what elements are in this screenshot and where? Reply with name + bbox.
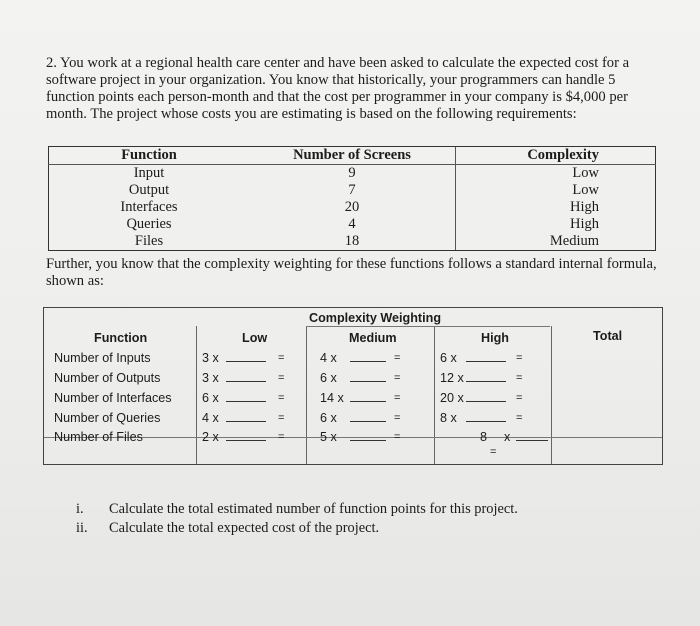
header-high: High (481, 331, 509, 345)
medium-multiplier: 6 x (320, 371, 337, 385)
function-cell: Interfaces (49, 199, 250, 216)
header-function: Function (49, 147, 250, 165)
table-row (49, 182, 656, 199)
equals-sign: = (278, 431, 285, 443)
equals-sign: = (278, 372, 285, 384)
medium-multiplier: 5 x (320, 430, 337, 444)
low-multiplier: 4 x (202, 411, 219, 425)
equals-sign: = (394, 352, 401, 364)
equals-sign: = (516, 372, 523, 384)
list-item (76, 500, 518, 519)
table-row (49, 199, 656, 216)
equals-sign: = (278, 412, 285, 424)
equals-sign: = (394, 372, 401, 384)
function-cell: Input (49, 165, 250, 183)
times-sign: x (504, 430, 511, 444)
function-cell: Files (49, 233, 250, 251)
high-multiplier: 20 x (440, 391, 464, 405)
function-name: Number of Interfaces (54, 391, 172, 405)
header-number-of-screens: Number of Screens (249, 147, 456, 165)
low-multiplier: 6 x (202, 391, 219, 405)
low-multiplier: 3 x (202, 371, 219, 385)
medium-multiplier: 4 x (320, 351, 337, 365)
header-complexity: Complexity (456, 147, 656, 165)
further-statement: Further, you know that the complexity weighting for these functions follows a standard internal formula, shown as: (46, 256, 657, 289)
header-total: Total (593, 329, 623, 343)
high-multiplier: 8 x (440, 411, 457, 425)
high-multiplier: 12 x (440, 371, 464, 385)
equals-sign: = (394, 412, 401, 424)
complexity-weighting-title: Complexity Weighting (309, 311, 442, 325)
equals-sign: = (394, 431, 401, 443)
function-cell: Output (49, 182, 250, 199)
table-row (49, 165, 656, 183)
question-text: Calculate the total estimated number of function points for this project. (109, 501, 518, 517)
medium-multiplier: 6 x (320, 411, 337, 425)
complexity-cell: Medium (456, 233, 656, 251)
complexity-cell: Low (456, 182, 656, 199)
function-name: Number of Outputs (54, 371, 161, 385)
equals-sign: = (516, 412, 523, 424)
question-number: ii. (76, 520, 88, 536)
screens-cell: 18 (249, 233, 456, 251)
header-function: Function (94, 331, 148, 345)
complexity-cell: Low (456, 165, 656, 183)
problem-statement: 2. You work at a regional health care center and have been asked to calculate the expected cost for a software project in your organization. You know that historically, your programmers can handle 5 function points each person-month and that the cost per programmer in your company is $4,000 per month. The project whose costs you are estimating is based on the following requirements: (46, 55, 630, 122)
low-multiplier: 2 x (202, 430, 219, 444)
questions-list (76, 500, 518, 538)
equals-sign: = (516, 352, 523, 364)
screens-cell: 20 (344, 199, 360, 215)
screens-cell: 9 (348, 165, 356, 181)
complexity-cell: High (456, 199, 656, 216)
equals-sign: = (490, 446, 497, 458)
complexity-weighting-table (43, 307, 663, 465)
list-item (76, 519, 518, 538)
requirements-header-row (49, 147, 656, 165)
equals-sign: = (278, 352, 285, 364)
function-name: Number of Inputs (54, 351, 151, 365)
question-number: i. (76, 501, 84, 517)
high-multiplier: 8 (480, 430, 488, 444)
equals-sign: = (278, 392, 285, 404)
function-name: Number of Files (54, 430, 143, 444)
complexity-cell: High (456, 216, 656, 233)
requirements-table (48, 146, 656, 251)
table-row (49, 233, 656, 251)
header-low: Low (242, 331, 268, 345)
table-row (49, 216, 656, 233)
screens-cell: 7 (348, 182, 356, 198)
function-name: Number of Queries (54, 411, 161, 425)
equals-sign: = (516, 392, 523, 404)
screens-cell: 4 (348, 216, 356, 232)
question-text: Calculate the total expected cost of the project. (109, 520, 380, 536)
medium-multiplier: 14 x (320, 391, 344, 405)
low-multiplier: 3 x (202, 351, 219, 365)
high-multiplier: 6 x (440, 351, 457, 365)
equals-sign: = (394, 392, 401, 404)
header-medium: Medium (349, 331, 397, 345)
function-cell: Queries (49, 216, 250, 233)
